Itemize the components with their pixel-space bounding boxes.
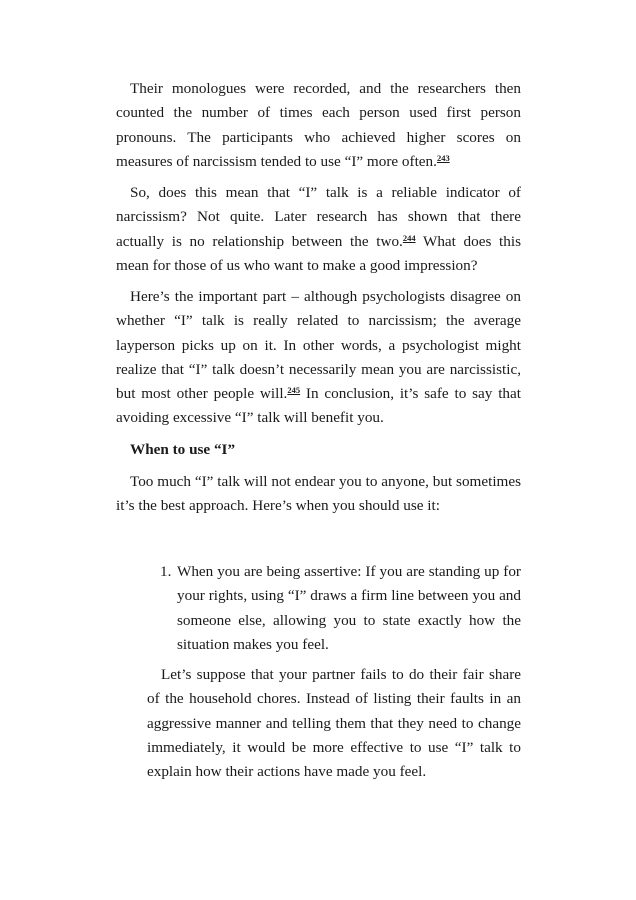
footnote-ref-245[interactable]: 245 (287, 385, 301, 396)
paragraph-reliable-indicator: So, does this mean that “I” talk is a reliable indicator of narcissism? Not quite. Later research has shown that there actually is no relationship between the two.$^{244}$ What does this mean for those of us who want to make a good impression? (116, 184, 521, 274)
footnote-ref-243[interactable]: 243 (436, 152, 450, 163)
paragraph-monologues: Their monologues were recorded, and the researchers then counted the number of times each person used first person pronouns. The participants who achieved higher scores on measures of narcissism tended to use “I” more often.$^{243}$ (116, 80, 521, 170)
footnote-ref-244[interactable]: 244 (402, 232, 416, 243)
list-item-text: When you are being assertive: If you are standing up for your rights, using “I” draws a firm line between you and someone else, allowing you to state exactly how the situation makes you feel. (177, 563, 521, 653)
section-heading: When to use “I” (130, 441, 236, 458)
list-item (160, 560, 521, 657)
numbered-list (160, 560, 521, 657)
paragraph-intro: Too much “I” talk will not endear you to anyone, but sometimes it’s the best approach. Here’s when you should use it: (116, 473, 521, 515)
list-item-number: 1. (160, 563, 172, 580)
paragraph-important-part: Here’s the important part – although psychologists disagree on whether “I” talk is really related to narcissism; the average layperson picks up on it. In other words, a psychologist might realize that “I” talk doesn’t necessarily mean you are narcissistic, but most other people will.$^{245}$ In conclusion, it’s safe to say that avoiding excessive “I” talk will benefit you. (116, 288, 521, 427)
paragraph-example: Let’s suppose that your partner fails to do their fair share of the household chores. Instead of listing their faults in an aggressive manner and telling them that they need to change immediately, it would be more effective to use “I” talk to explain how their actions have made you feel. (147, 666, 521, 781)
